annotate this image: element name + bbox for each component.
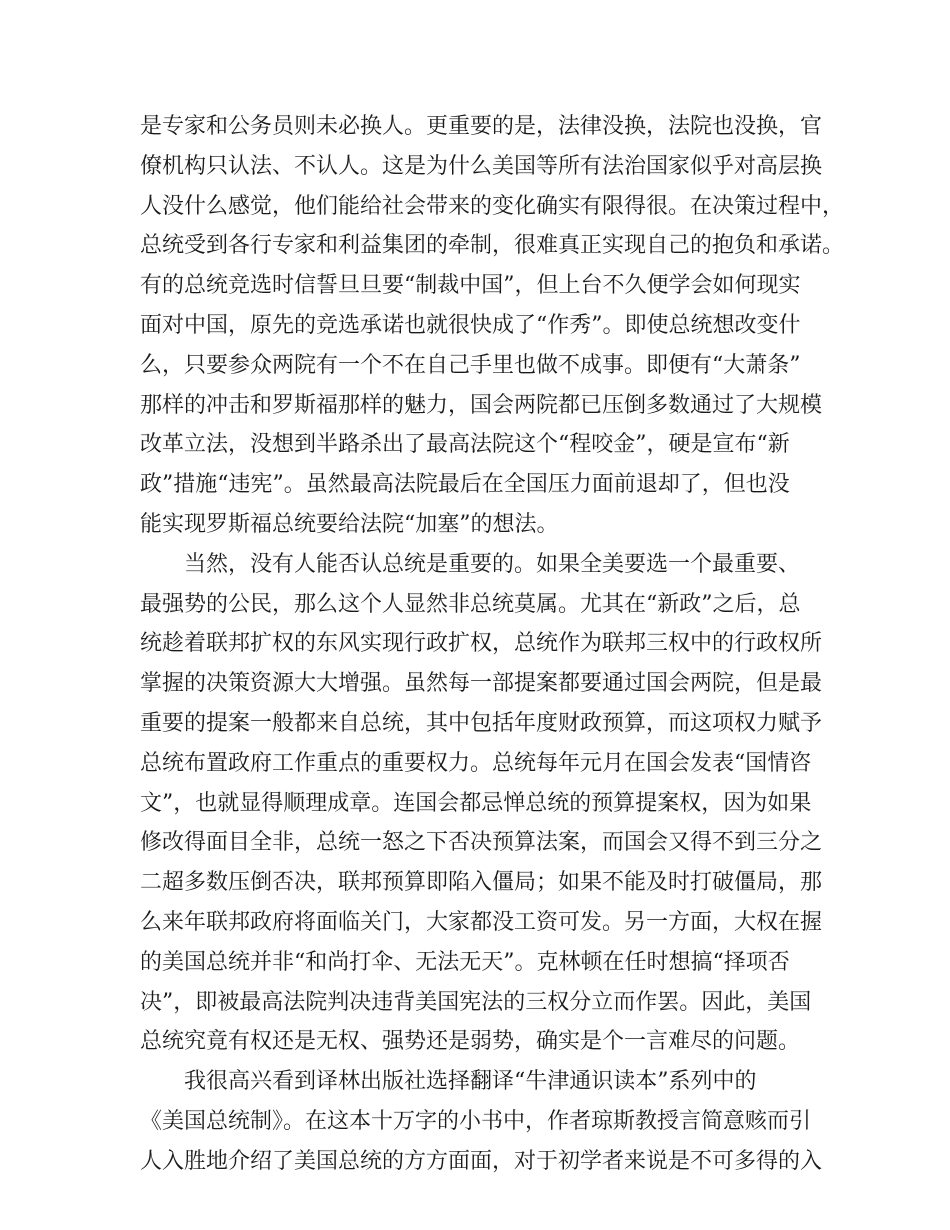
text-line: 政”措施“违宪”。虽然最高法院最后在全国压力面前退却了，但也没 bbox=[140, 472, 790, 498]
text-line: 那样的冲击和罗斯福那样的魅力，国会两院都已压倒多数通过了大规模 bbox=[140, 392, 823, 418]
text-line: 统趁着联邦扩权的东风实现行政扩权，总统作为联邦三权中的行政权所 bbox=[140, 631, 823, 657]
text-line: 有的总统竞选时信誓旦旦要“制裁中国”，但上台不久便学会如何现实 bbox=[140, 273, 801, 299]
text-line: 人没什么感觉，他们能给社会带来的变化确实有限得很。在决策过程中， bbox=[140, 193, 845, 219]
text-line: 僚机构只认法、不认人。这是为什么美国等所有法治国家似乎对高层换 bbox=[140, 153, 823, 179]
text-line: 文”，也就显得顺理成章。连国会都忌惮总统的预算提案权，因为如果 bbox=[140, 790, 812, 816]
text-line: 总统布置政府工作重点的重要权力。总统每年元月在国会发表“国情咨 bbox=[140, 750, 812, 776]
text-line: 掌握的决策资源大大增强。虽然每一部提案都要通过国会两院，但是最 bbox=[140, 671, 823, 697]
text-line: 面对中国，原先的竞选承诺也就很快成了“作秀”。即使总统想改变什 bbox=[140, 312, 801, 338]
text-line: 重要的提案一般都来自总统，其中包括年度财政预算，而这项权力赋予 bbox=[140, 710, 823, 736]
text-line: 我很高兴看到译林出版社选择翻译“牛津通识读本”系列中的 bbox=[184, 1069, 757, 1095]
body-text bbox=[140, 107, 845, 1182]
text-line: 人入胜地介绍了美国总统的方方面面，对于初学者来说是不可多得的入 bbox=[140, 1148, 823, 1174]
text-line: 当然，没有人能否认总统是重要的。如果全美要选一个最重要、 bbox=[184, 551, 801, 577]
text-line: 决”，即被最高法院判决违背美国宪法的三权分立而作罢。因此，美国 bbox=[140, 989, 812, 1015]
text-line: 的美国总统并非“和尚打伞、无法无天”。克林顿在任时想搞“择项否 bbox=[140, 949, 790, 975]
paragraph-1 bbox=[140, 107, 845, 545]
text-line: 么，只要参众两院有一个不在自己手里也做不成事。即便有“大萧条” bbox=[140, 352, 801, 378]
paragraph-2 bbox=[140, 545, 830, 1062]
text-line: 改革立法，没想到半路杀出了最高法院这个“程咬金”，硬是宣布“新 bbox=[140, 432, 790, 458]
text-line: 二超多数压倒否决，联邦预算即陷入僵局；如果不能及时打破僵局，那 bbox=[140, 870, 823, 896]
text-line: 么来年联邦政府将面临关门，大家都没工资可发。另一方面，大权在握 bbox=[140, 909, 823, 935]
text-line: 是专家和公务员则未必换人。更重要的是，法律没换，法院也没换，官 bbox=[140, 114, 823, 139]
text-line: 总统受到各行专家和利益集团的牵制，很难真正实现自己的抱负和承诺。 bbox=[140, 233, 845, 259]
paragraph-3 bbox=[140, 1062, 830, 1181]
text-line: 《美国总统制》。在这本十万字的小书中，作者琼斯教授言简意赅而引 bbox=[140, 1108, 812, 1134]
text-line: 修改得面目全非，总统一怒之下否决预算法案，而国会又得不到三分之 bbox=[140, 830, 823, 856]
text-line: 最强势的公民，那么这个人显然非总统莫属。尤其在“新政”之后，总 bbox=[140, 591, 801, 617]
text-line: 能实现罗斯福总统要给法院“加塞”的想法。 bbox=[140, 511, 559, 537]
text-line: 总统究竟有权还是无权、强势还是弱势，确实是个一言难尽的问题。 bbox=[140, 1029, 801, 1055]
